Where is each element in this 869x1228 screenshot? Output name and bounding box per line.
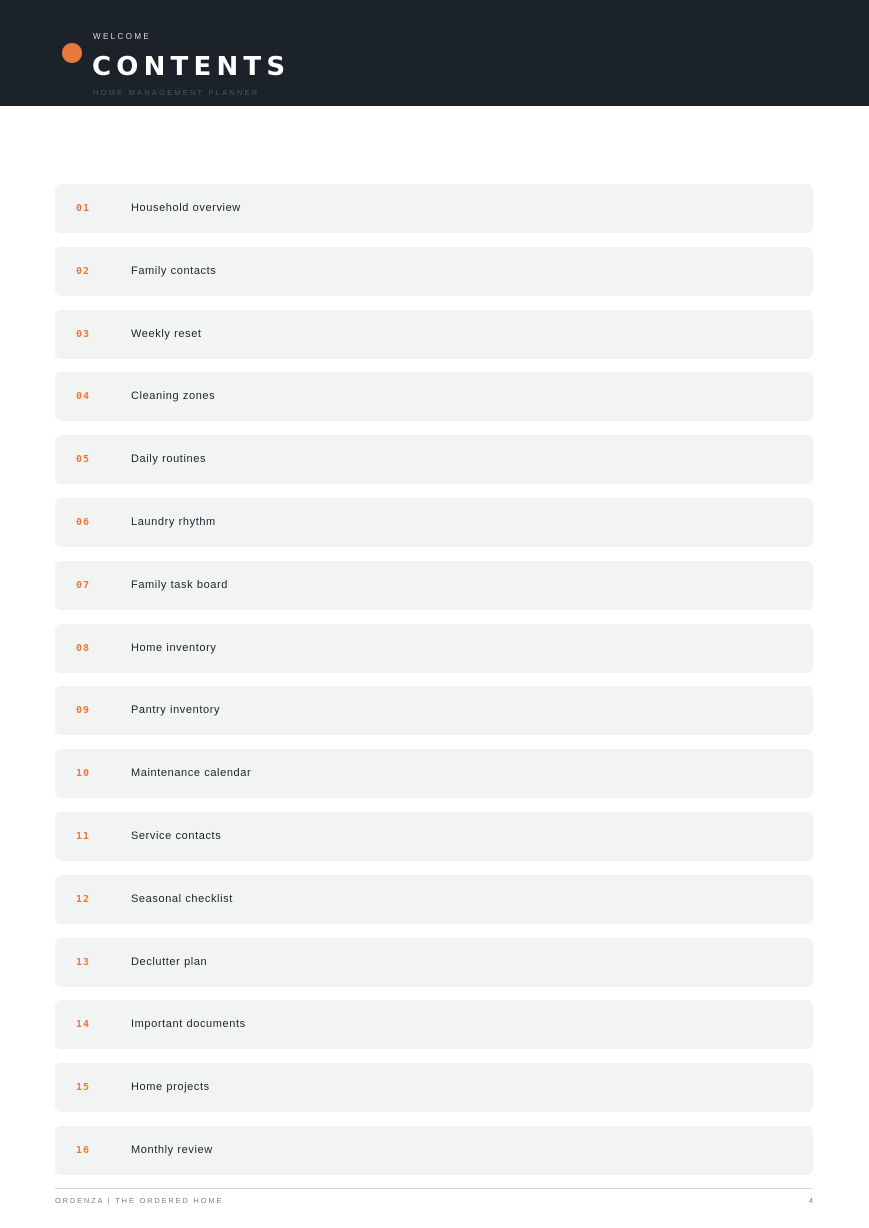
toc-item-label: Household overview [131, 202, 241, 214]
toc-item-number: 09 [76, 705, 91, 717]
toc-item-number: 14 [76, 1019, 91, 1031]
toc-item[interactable] [55, 1063, 813, 1112]
toc-item-number: 02 [76, 265, 91, 277]
toc-item[interactable] [55, 184, 813, 233]
toc-item-number: 05 [76, 454, 91, 466]
toc-item-number: 10 [76, 768, 91, 780]
toc-item[interactable] [55, 372, 813, 421]
toc-item-number: 16 [76, 1144, 91, 1156]
toc-item[interactable] [55, 686, 813, 735]
toc-item[interactable] [55, 247, 813, 296]
accent-dot-icon [62, 43, 82, 63]
toc-item[interactable] [55, 435, 813, 484]
toc-item-label: Seasonal checklist [131, 892, 233, 905]
toc-item-label: Daily routines [131, 453, 207, 466]
toc-item-label: Family task board [131, 578, 229, 591]
footer-divider [55, 1188, 813, 1189]
toc-item[interactable] [55, 561, 813, 610]
toc-item[interactable] [55, 812, 813, 861]
page-number: 4 [808, 1196, 813, 1205]
toc-item[interactable] [55, 749, 813, 798]
toc-item-label: Declutter plan [131, 955, 208, 968]
header-banner [0, 0, 869, 106]
toc-item-label: Home inventory [131, 641, 217, 654]
toc-item[interactable] [55, 875, 813, 924]
toc-item-number: 07 [76, 579, 91, 591]
toc-item-number: 01 [76, 203, 91, 214]
toc-item-label: Monthly review [131, 1143, 213, 1156]
toc-item-label: Service contacts [131, 829, 222, 842]
toc-item-number: 11 [76, 830, 91, 842]
page-subtitle: HOME MANAGEMENT PLANNER [93, 88, 260, 97]
table-of-contents [55, 184, 813, 1189]
kicker-text: WELCOME [93, 32, 152, 41]
toc-item-label: Pantry inventory [131, 704, 221, 717]
toc-item-number: 13 [76, 956, 91, 968]
toc-item-number: 15 [76, 1082, 91, 1094]
toc-item-number: 08 [76, 642, 91, 654]
toc-item-label: Laundry rhythm [131, 515, 216, 528]
toc-item[interactable] [55, 1126, 813, 1175]
toc-item[interactable] [55, 310, 813, 359]
toc-item-label: Family contacts [131, 264, 217, 277]
toc-item-label: Maintenance calendar [131, 767, 252, 780]
toc-item[interactable] [55, 624, 813, 673]
toc-item-label: Home projects [131, 1081, 210, 1094]
toc-item-label: Weekly reset [131, 327, 202, 340]
footer-brand: ORDENZA | THE ORDERED HOME [55, 1196, 224, 1205]
toc-item-label: Important documents [131, 1018, 246, 1031]
toc-item[interactable] [55, 938, 813, 987]
toc-item[interactable] [55, 1000, 813, 1049]
page-title: CONTENTS [92, 52, 291, 82]
toc-item-number: 03 [76, 328, 91, 340]
toc-item-label: Cleaning zones [131, 390, 216, 403]
toc-item-number: 06 [76, 516, 91, 528]
toc-item-number: 04 [76, 391, 91, 403]
toc-item[interactable] [55, 498, 813, 547]
toc-item-number: 12 [76, 893, 91, 905]
